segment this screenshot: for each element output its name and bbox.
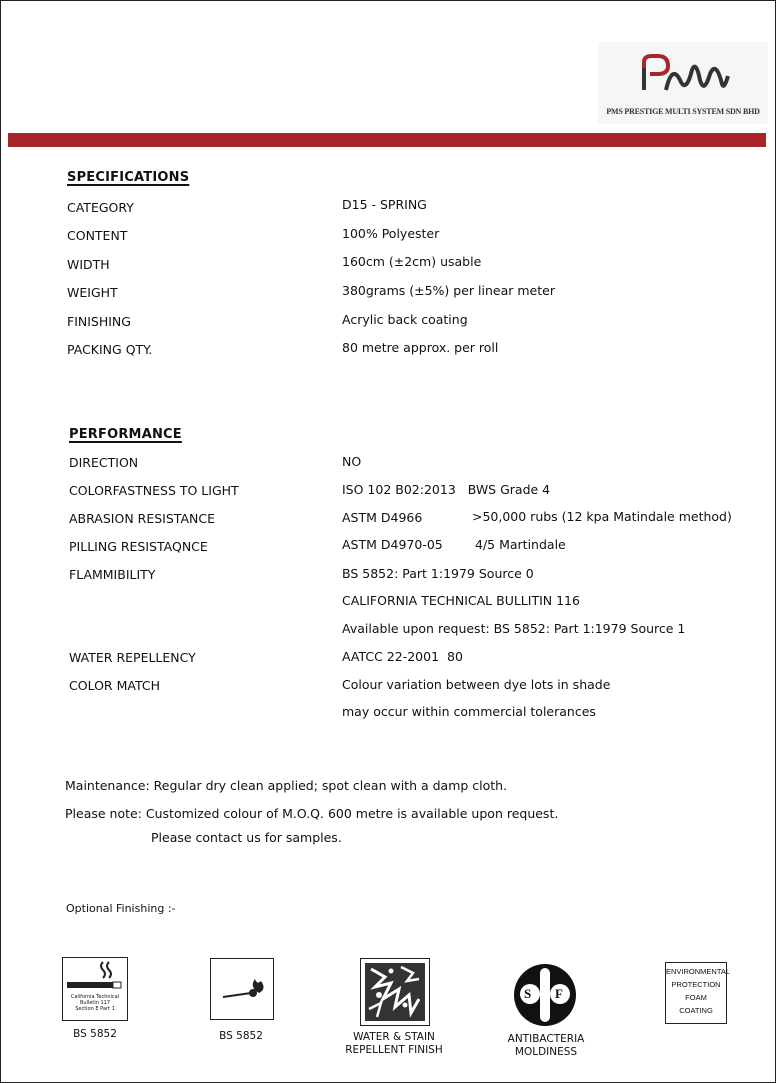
perf-label-color-match: COLOR MATCH	[69, 678, 160, 693]
icon-text: ENVIRONMENTAL	[666, 967, 731, 976]
specifications-title: SPECIFICATIONS	[67, 170, 190, 185]
spec-label: WIDTH	[67, 257, 110, 272]
antibacteria-letter: S	[524, 986, 532, 1001]
spec-label: FINISHING	[67, 314, 131, 329]
perf-value-water: AATCC 22-2001 80	[342, 649, 463, 664]
perf-value-direction: NO	[342, 454, 362, 469]
perf-value-flammibility: Available upon request: BS 5852: Part 1:1979 Source 1	[342, 621, 686, 636]
caption-line: REPELLENT FINISH	[345, 1044, 443, 1056]
perf-label-colorfastness: COLORFASTNESS TO LIGHT	[69, 483, 239, 498]
spec-value: D15 - SPRING	[342, 197, 427, 212]
perf-value-colorfastness: ISO 102 B02:2013 BWS Grade 4	[342, 482, 551, 497]
spec-value: Acrylic back coating	[342, 312, 468, 327]
spec-value: 160cm (±2cm) usable	[342, 254, 482, 269]
caption-line: ANTIBACTERIA	[507, 1033, 585, 1045]
perf-value-color-match: may occur within commercial tolerances	[342, 704, 596, 719]
match-flame-icon	[210, 958, 274, 1020]
optional-finishing-title: Optional Finishing :-	[66, 902, 176, 915]
icon-text: PROTECTION	[671, 980, 721, 989]
perf-value-color-match: Colour variation between dye lots in shade	[342, 677, 611, 692]
perf-detail-pilling: 4/5 Martindale	[475, 537, 566, 552]
spec-value: 100% Polyester	[342, 226, 440, 241]
icon-text: Bulletin 117	[79, 1000, 111, 1006]
perf-detail-abrasion: >50,000 rubs (12 kpa Matindale method)	[472, 509, 732, 524]
pms-logo-icon	[636, 50, 736, 100]
perf-label-direction: DIRECTION	[69, 455, 139, 470]
perf-value-flammibility: CALIFORNIA TECHNICAL BULLITIN 116	[342, 593, 580, 608]
antibacteria-letter: F	[555, 986, 563, 1001]
icon-text: California Technical	[70, 994, 120, 1000]
perf-label-flammibility: FLAMMIBILITY	[69, 567, 156, 582]
performance-title: PERFORMANCE	[69, 427, 182, 442]
perf-value-pilling: ASTM D4970-05	[342, 537, 443, 552]
spec-label: PACKING QTY.	[67, 342, 153, 357]
spec-value: 380grams (±5%) per linear meter	[342, 283, 555, 298]
icon-text: FOAM	[685, 993, 707, 1002]
icon-text: COATING	[679, 1006, 713, 1015]
contact-note: Please contact us for samples.	[151, 830, 342, 845]
icon-caption: BS 5852	[73, 1028, 117, 1040]
company-name: PMS PRESTIGE MULTI SYSTEM SDN BHD	[606, 107, 760, 116]
perf-value-abrasion: ASTM D4966	[342, 510, 423, 525]
cigarette-icon	[62, 957, 128, 1021]
maintenance-note: Maintenance: Regular dry clean applied; spot clean with a damp cloth.	[65, 778, 508, 793]
please-note: Please note: Customized colour of M.O.Q. 600 metre is available upon request.	[65, 806, 559, 821]
icon-caption: BS 5852	[219, 1030, 263, 1042]
spec-label: CATEGORY	[67, 200, 134, 215]
perf-label-water: WATER REPELLENCY	[69, 650, 196, 665]
caption-line: WATER & STAIN	[353, 1031, 435, 1043]
icon-caption	[496, 1033, 596, 1059]
environmental-icon	[665, 962, 731, 1024]
header-bar	[8, 133, 766, 147]
icon-caption	[340, 1031, 448, 1057]
spec-value: 80 metre approx. per roll	[342, 340, 499, 355]
water-stain-icon	[360, 958, 430, 1026]
spec-label: CONTENT	[67, 228, 128, 243]
perf-label-pilling: PILLING RESISTAQNCE	[69, 539, 208, 554]
perf-label-abrasion: ABRASION RESISTANCE	[69, 511, 215, 526]
company-logo	[598, 42, 768, 124]
spec-label: WEIGHT	[67, 285, 118, 300]
caption-line: MOLDINESS	[514, 1046, 578, 1058]
icon-text: Section E Part 1	[75, 1006, 115, 1012]
perf-value-flammibility: BS 5852: Part 1:1979 Source 0	[342, 566, 534, 581]
antibacteria-icon	[512, 962, 578, 1028]
